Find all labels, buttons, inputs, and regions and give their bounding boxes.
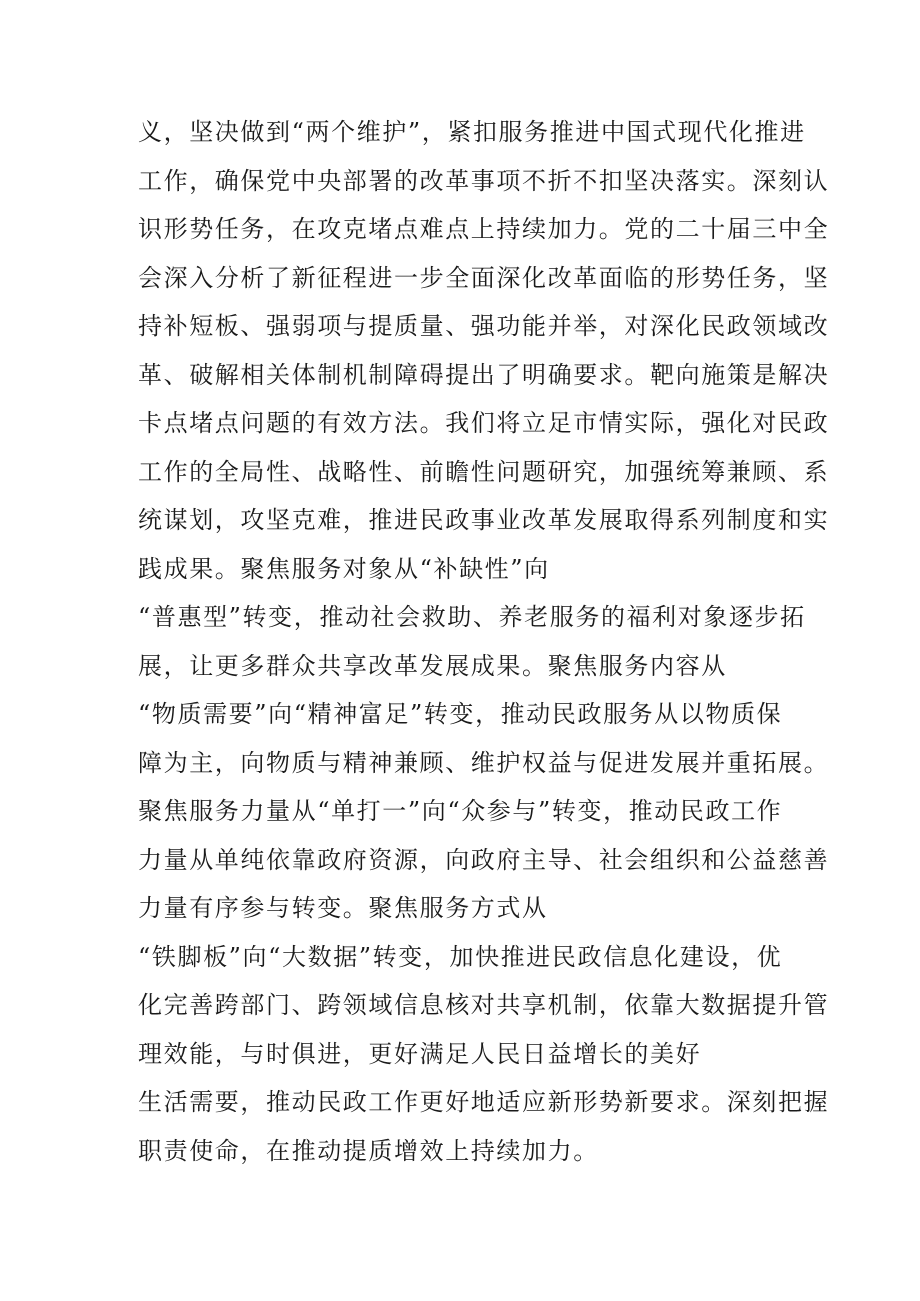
text-line: 工作，确保党中央部署的改革事项不折不扣坚决落实。深刻认 (138, 166, 830, 195)
text-line: 会深入分析了新征程进一步全面深化改革面临的形势任务，坚 (138, 263, 830, 292)
text-line: 理效能，与时俱进，更好满足人民日益增长的美好 (138, 1039, 702, 1068)
text-line: 聚焦服务力量从“单打一”向“众参与”转变，推动民政工作 (138, 797, 783, 825)
text-line: 义，坚决做到“两个维护”，紧扣服务推进中国式现代化推进 (138, 118, 806, 146)
text-line: 工作的全局性、战略性、前瞻性问题研究，加强统筹兼顾、系 (138, 457, 830, 486)
text-line: 职责使命，在推动提质增效上持续加力。 (138, 1136, 599, 1165)
text-line: 力量从单纯依靠政府资源，向政府主导、社会组织和公益慈善 (138, 845, 830, 874)
text-line: 统谋划，攻坚克难，推进民政事业改革发展取得系列制度和实 (138, 506, 830, 534)
text-line: 卡点堵点问题的有效方法。我们将立足市情实际，强化对民政 (138, 409, 830, 437)
text-line: 展，让更多群众共享改革发展成果。聚焦服务内容从 (138, 651, 727, 680)
text-line: 障为主，向物质与精神兼顾、维护权益与促进发展并重拓展。 (138, 748, 830, 777)
text-line: 革、破解相关体制机制障碍提出了明确要求。靶向施策是解决 (138, 360, 830, 389)
text-line: 识形势任务，在攻克堵点难点上持续加力。党的二十届三中全 (138, 215, 830, 243)
text-line: “普惠型”转变，推动社会救助、养老服务的福利对象逐步拓 (138, 603, 806, 631)
text-line: “铁脚板”向“大数据”转变，加快推进民政信息化建设，优 (138, 942, 783, 971)
text-line: 化完善跨部门、跨领域信息核对共享机制，依靠大数据提升管 (138, 991, 830, 1019)
text-line: 力量有序参与转变。聚焦服务方式从 (138, 894, 548, 922)
text-line: “物质需要”向“精神富足”转变，推动民政服务从以物质保 (138, 700, 783, 728)
body-text (138, 108, 830, 1175)
text-line: 持补短板、强弱项与提质量、强功能并举，对深化民政领域改 (138, 312, 830, 340)
text-line: 践成果。聚焦服务对象从“补缺性”向 (138, 554, 550, 583)
text-line: 生活需要，推动民政工作更好地适应新形势新要求。深刻把握 (138, 1088, 830, 1116)
